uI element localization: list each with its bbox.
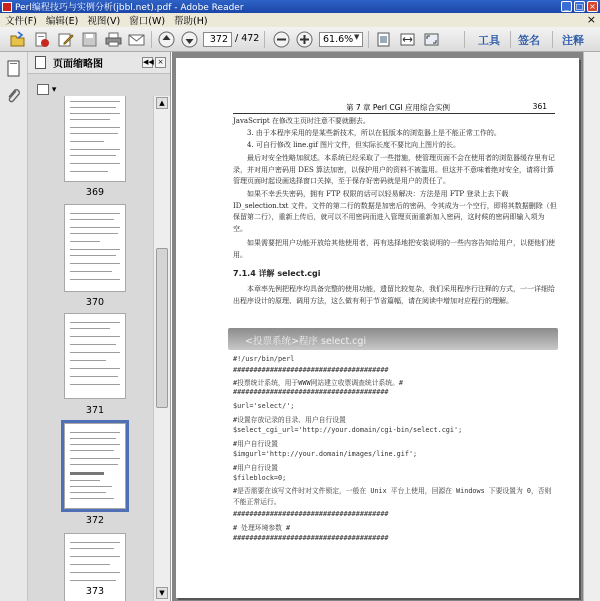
tools-pane-button[interactable]: 工具 <box>478 34 500 47</box>
zoom-level-select[interactable]: 61.6% <box>319 32 363 47</box>
code-line: $imgurl='http://your.domain/images/line.gif'; <box>233 450 418 458</box>
zoom-out-icon[interactable] <box>272 30 291 49</box>
paragraph: 如果不幸丢失密码，拥有 FTP 权限的话可以轻易解决：方法是用 FTP 登录上去下载 ID_selection.txt 文件。文件的第二行的数据是加密后的密码，令其成为一个空行，即将其数据删除（但保留第二行），重新上传后，就可以不用密码而进入管理页面重新加入密码，这时候的密码即输入项为空。 <box>233 190 557 233</box>
email-icon[interactable] <box>127 30 146 49</box>
thumbnail-label: 371 <box>85 405 105 416</box>
page-thumbnails-icon <box>35 56 46 69</box>
thumbnail-pane <box>28 52 171 601</box>
code-line: #!/usr/bin/perl <box>233 355 295 363</box>
previous-page-icon[interactable] <box>157 30 176 49</box>
page-total: / 472 <box>235 33 260 44</box>
code-banner <box>228 328 558 350</box>
document-close-button[interactable]: × <box>586 13 596 26</box>
attachments-icon[interactable] <box>6 88 21 105</box>
collapse-pane-button[interactable]: ◀◀ <box>143 58 154 66</box>
code-line: #用户自行设置 <box>233 464 278 472</box>
options-icon[interactable] <box>37 84 49 95</box>
thumbnail-label: 372 <box>85 515 105 526</box>
menu-window[interactable]: 窗口(W) <box>129 16 166 27</box>
fit-width-icon[interactable] <box>398 30 417 49</box>
paragraph: 4. 可自行修改 line.gif 图片文件，但实际长度不要比向上图片的长。 <box>247 141 461 149</box>
page-thumbnails-icon[interactable] <box>6 60 21 77</box>
scroll-up-arrow[interactable]: ▲ <box>156 97 168 109</box>
thumbnail-page-371[interactable] <box>64 313 126 399</box>
minimize-button[interactable]: _ <box>561 1 572 12</box>
toolbar <box>0 27 600 52</box>
thumbnail-page-369[interactable] <box>64 96 126 182</box>
save-icon[interactable] <box>80 30 99 49</box>
thumbnail-label: 370 <box>85 297 105 308</box>
close-button[interactable]: × <box>587 1 598 12</box>
scroll-down-arrow[interactable]: ▼ <box>156 587 168 599</box>
code-line: #用户自行设置 <box>233 440 278 448</box>
edit-icon[interactable] <box>56 30 75 49</box>
sign-pane-button[interactable]: 签名 <box>518 34 540 47</box>
navigation-strip <box>0 52 28 601</box>
paragraph: 3. 由于本程序采用的是某些新技术，所以在低版本的浏览器上是不能正常工作的。 <box>247 129 501 137</box>
code-line: #是否需要在该写文件时对文件锁定，一般在 Unix 平台上使用，回源在 Windows 下要设置为 0，否则不能正常运行。 <box>233 487 552 506</box>
open-file-icon[interactable] <box>8 30 27 49</box>
code-banner-title: <投票系统>程序 select.cgi <box>245 336 367 347</box>
thumbnail-page-370[interactable] <box>64 204 126 292</box>
code-line: ###################################### <box>233 510 389 518</box>
thumbnail-label: 373 <box>85 586 105 597</box>
document-scrollbar[interactable] <box>583 52 600 601</box>
code-line: $select_cgi_url='http://your.domain/cgi-bin/select.cgi'; <box>233 426 463 434</box>
thumbnail-page-372[interactable] <box>64 423 126 509</box>
menu-edit[interactable]: 编辑(E) <box>45 16 79 27</box>
running-header: 第 7 章 Perl CGI 应用综合实例 <box>346 103 450 112</box>
document-view[interactable] <box>172 52 600 601</box>
paragraph: 最后对安全性略加叙述。本系统已经采取了一些措施，使管理页面不会在使用者的浏览器缓存里有记录，并对用户密码用 DES 算法加密，以保护用户的资料不被滥用。但这并不意味着绝对安全，请将计算管理页面时起设画选择窗口关掉，至于保存好密码就是用户的责任了。 <box>233 154 555 185</box>
print-icon[interactable] <box>104 30 123 49</box>
fit-page-icon[interactable] <box>374 30 393 49</box>
window-title: Perl编程技巧与实例分析(jbbl.net).pdf - Adobe Reader <box>15 3 244 13</box>
next-page-icon[interactable] <box>180 30 199 49</box>
code-line: $url='select/'; <box>233 402 295 410</box>
zoom-in-icon[interactable] <box>295 30 314 49</box>
close-pane-button[interactable]: × <box>155 57 166 68</box>
adobe-reader-icon <box>2 2 12 12</box>
thumbnail-options-menu[interactable]: ▾ <box>37 84 56 95</box>
scroll-thumb[interactable] <box>156 248 168 408</box>
fullscreen-icon[interactable] <box>422 30 441 49</box>
pdf-page <box>176 58 579 598</box>
page-number-input[interactable]: 372 <box>203 32 232 47</box>
menu-view[interactable]: 视图(V) <box>87 16 121 27</box>
paragraph: 本章率先例把程序均具备完整的使用功能，遗留比较复杂，我们采用程序行注释的方式，一一详细给出程序设计的原理、调用方法，这么做有利于节省篇幅，请在阅读中增加对应程行的理解。 <box>233 285 555 305</box>
paragraph: 如果需要把用户功能开放给其他使用者，再有选择地把安装说明的一些内容告知给用户，以便他们使用。 <box>233 239 555 259</box>
maximize-button[interactable]: □ <box>575 2 584 11</box>
title-bar <box>0 0 600 13</box>
printed-page-number: 361 <box>532 102 547 111</box>
comment-pane-button[interactable]: 注释 <box>562 34 584 47</box>
code-line: ###################################### <box>233 534 389 542</box>
code-line: $fileblock=0; <box>233 474 287 482</box>
code-line: ###################################### <box>233 388 389 396</box>
menu-file[interactable]: 文件(F) <box>5 16 37 27</box>
thumbnail-pane-title: 页面缩略图 <box>53 59 103 70</box>
code-line: #设置存放记录的目录、用户自行设置 <box>233 416 346 424</box>
paragraph: JavaScript 在修改主页时注意不要就删去。 <box>233 117 370 125</box>
code-line: ###################################### <box>233 366 389 374</box>
thumbnail-label: 369 <box>85 187 105 198</box>
code-line: #投票统计系统，用于WWW网站建立收票调查统计系统。# <box>233 379 403 387</box>
menu-help[interactable]: 帮助(H) <box>174 16 208 27</box>
menu-bar <box>0 13 600 27</box>
code-line: # 处理环境参数 # <box>233 524 291 532</box>
chevron-down-icon[interactable]: ▼ <box>354 33 360 41</box>
section-heading: 7.1.4 详解 select.cgi <box>233 269 321 278</box>
thumbnail-scrollbar[interactable] <box>153 96 170 601</box>
create-pdf-icon[interactable] <box>32 30 51 49</box>
